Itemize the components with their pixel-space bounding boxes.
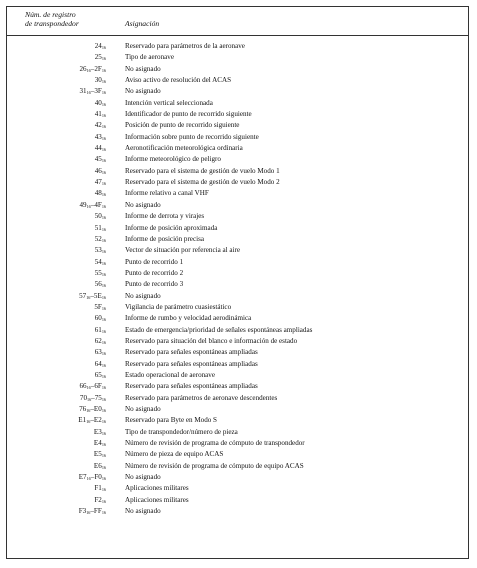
- table-row: [7, 438, 468, 449]
- table-row: [7, 381, 468, 392]
- register-code: [95, 75, 106, 86]
- register-code-start: 61: [94, 325, 102, 334]
- assignment-text: No asignado: [125, 405, 161, 413]
- table-row: [7, 86, 468, 97]
- register-code: [95, 268, 106, 279]
- assignment-text: Vector de situación por referencia al aire: [125, 246, 241, 255]
- hex-subscript: 16: [101, 419, 106, 425]
- register-code: [95, 359, 106, 370]
- hex-subscript: 16: [86, 419, 91, 425]
- register-code: [95, 257, 106, 268]
- hex-subscript: 16: [101, 56, 106, 62]
- table-row: [7, 427, 468, 438]
- register-code-start: 76: [79, 405, 87, 413]
- table-row: [7, 200, 468, 211]
- register-code-start: 26: [79, 64, 87, 73]
- register-code-start: 48: [94, 189, 102, 198]
- table-row: [7, 325, 468, 336]
- register-code: [79, 381, 106, 392]
- register-code-end: FF: [93, 507, 102, 516]
- hex-subscript: 16: [101, 487, 106, 493]
- range-separator: –: [90, 291, 94, 300]
- table-row: [7, 393, 468, 404]
- hex-subscript: 16: [101, 283, 106, 289]
- table-row: [7, 404, 468, 415]
- table-row: [7, 177, 468, 188]
- assignment-text: Información sobre punto de recorrido siguiente: [125, 132, 259, 141]
- assignment-text: Punto de recorrido 3: [125, 280, 184, 289]
- hex-subscript: 16: [86, 385, 91, 391]
- register-code: [94, 449, 106, 460]
- table-row: [7, 313, 468, 324]
- range-separator: –: [90, 405, 94, 413]
- hex-subscript: 16: [101, 317, 106, 323]
- hex-subscript: 16: [101, 203, 106, 209]
- register-code-start: 54: [94, 257, 102, 266]
- hex-subscript: 16: [101, 373, 106, 379]
- assignment-text: Número de revisión de programa de cómputo de transpondedor: [125, 439, 305, 448]
- hex-subscript: 16: [101, 158, 106, 164]
- register-code-start: F2: [94, 495, 102, 504]
- register-code-start: 70: [79, 393, 87, 402]
- register-code-start: 65: [94, 370, 102, 379]
- table-row: [7, 370, 468, 381]
- hex-subscript: 16: [101, 510, 106, 516]
- register-code-end: 6F: [94, 382, 102, 391]
- register-code-start: 55: [94, 268, 102, 277]
- register-code-end: E0: [93, 405, 102, 413]
- register-code: [94, 302, 106, 313]
- hex-subscript: 16: [101, 271, 106, 277]
- assignment-text: Informe relativo a canal VHF: [125, 189, 209, 198]
- header-register-line1: Núm. de registro: [25, 10, 76, 19]
- hex-subscript: 16: [101, 351, 106, 357]
- register-code-start: 60: [94, 314, 102, 323]
- register-code: [95, 143, 106, 154]
- header-assignment: Asignación: [125, 19, 160, 28]
- register-code-start: 45: [94, 155, 102, 164]
- register-code-start: 5F: [94, 302, 102, 311]
- assignment-text: Reservado para Byte en Modo S: [125, 416, 218, 425]
- hex-subscript: 16: [101, 396, 106, 402]
- hex-subscript: 16: [101, 464, 106, 470]
- register-code-end: 3F: [94, 87, 102, 96]
- register-code: [79, 404, 106, 415]
- assignment-text: Reservado para el sistema de gestión de vuelo Modo 2: [125, 178, 280, 187]
- register-code-start: 24: [94, 42, 102, 50]
- register-code: [95, 347, 106, 358]
- table-row: [7, 98, 468, 109]
- register-code-start: 47: [94, 178, 102, 187]
- register-code-end: E2: [93, 416, 102, 425]
- hex-subscript: 16: [101, 362, 106, 368]
- hex-subscript: 16: [86, 510, 91, 516]
- register-code: [79, 64, 106, 75]
- assignment-text: No asignado: [125, 507, 161, 516]
- hex-subscript: 16: [101, 260, 106, 266]
- table-header: [7, 7, 468, 36]
- assignment-text: No asignado: [125, 291, 161, 300]
- hex-subscript: 16: [101, 408, 106, 413]
- table-row: [7, 64, 468, 75]
- register-code: [80, 393, 106, 404]
- register-code-start: E6: [93, 461, 102, 470]
- table-row: [7, 291, 468, 302]
- assignment-text: No asignado: [125, 64, 161, 73]
- assignment-text: Informe de rumbo y velocidad aerodinámica: [125, 314, 252, 323]
- assignment-text: Punto de recorrido 1: [125, 257, 184, 266]
- range-separator: –: [90, 87, 95, 96]
- hex-subscript: 16: [101, 169, 106, 175]
- table-row: [7, 234, 468, 245]
- table-row: [7, 279, 468, 290]
- table-row: [7, 132, 468, 143]
- table-body: [7, 41, 468, 517]
- assignment-text: Punto de recorrido 2: [125, 268, 184, 277]
- register-code: [95, 166, 106, 177]
- assignment-text: Informe de derrota y virajes: [125, 212, 205, 221]
- hex-subscript: 16: [101, 237, 106, 243]
- register-code-start: 52: [94, 234, 102, 243]
- register-code: [79, 200, 106, 211]
- register-code-start: 31: [79, 87, 87, 96]
- register-code-start: 30: [94, 76, 102, 85]
- hex-subscript: 16: [101, 476, 106, 482]
- table-row: [7, 188, 468, 199]
- table-row: [7, 120, 468, 131]
- table-row: [7, 257, 468, 268]
- table-row: [7, 483, 468, 494]
- table-row: [7, 449, 468, 460]
- hex-subscript: 16: [101, 113, 106, 119]
- hex-subscript: 16: [101, 226, 106, 232]
- hex-subscript: 16: [101, 442, 106, 448]
- range-separator: –: [90, 416, 94, 425]
- hex-subscript: 16: [86, 476, 91, 482]
- register-code-start: F3: [78, 507, 87, 516]
- hex-subscript: 16: [101, 453, 106, 459]
- hex-subscript: 16: [101, 328, 106, 334]
- assignment-text: Informe de posición precisa: [125, 234, 204, 243]
- hex-subscript: 16: [101, 385, 106, 391]
- register-code-start: 50: [94, 212, 102, 221]
- register-code-start: 53: [94, 246, 102, 255]
- range-separator: –: [90, 507, 94, 516]
- hex-subscript: 16: [101, 135, 106, 141]
- table-row: [7, 75, 468, 86]
- register-code-start: 42: [94, 121, 102, 130]
- register-code-end: 2F: [94, 64, 102, 73]
- assignment-text: No asignado: [125, 473, 161, 482]
- assignment-text: Aplicaciones militares: [125, 484, 189, 493]
- hex-subscript: 16: [86, 67, 91, 73]
- table-row: [7, 472, 468, 483]
- header-register-line2: de transpondedor: [25, 19, 79, 28]
- register-code-end: 75: [94, 393, 102, 402]
- hex-subscript: 16: [101, 498, 106, 504]
- register-code-start: 66: [79, 382, 87, 391]
- table-row: [7, 211, 468, 222]
- hex-subscript: 16: [101, 101, 106, 107]
- register-code-start: F1: [94, 484, 102, 493]
- hex-subscript: 16: [101, 249, 106, 255]
- register-code-start: 25: [94, 53, 102, 62]
- table-row: [7, 336, 468, 347]
- register-code: [95, 109, 106, 120]
- hex-subscript: 16: [86, 203, 91, 209]
- assignment-text: Aplicaciones militares: [125, 495, 189, 504]
- register-code-end: F0: [94, 473, 102, 482]
- register-code: [79, 506, 106, 517]
- hex-subscript: 16: [86, 408, 91, 413]
- register-code: [95, 336, 106, 347]
- assignment-text: Intención vertical seleccionada: [125, 98, 213, 107]
- table-row: [7, 495, 468, 506]
- table-row: [7, 52, 468, 63]
- assignment-text: Estado de emergencia/prioridad de señales espontáneas ampliadas: [125, 325, 313, 334]
- hex-subscript: 16: [86, 294, 91, 300]
- register-code: [94, 461, 106, 472]
- register-code-start: 56: [94, 280, 102, 289]
- table-row: [7, 415, 468, 426]
- register-code: [94, 495, 106, 506]
- register-code-start: E3: [93, 427, 102, 436]
- register-code-start: E5: [93, 450, 102, 459]
- table-row: [7, 109, 468, 120]
- register-table: [6, 6, 469, 559]
- register-code: [78, 415, 106, 426]
- register-code-end: 4F: [94, 200, 102, 209]
- register-code: [94, 427, 106, 438]
- table-row: [7, 154, 468, 165]
- register-code-start: 40: [94, 98, 102, 107]
- table-row: [7, 347, 468, 358]
- table-row: [7, 223, 468, 234]
- assignment-text: Número de pieza de equipo ACAS: [125, 450, 224, 459]
- register-code: [95, 177, 106, 188]
- register-code-start: 64: [94, 359, 102, 368]
- hex-subscript: 16: [101, 45, 106, 50]
- hex-subscript: 16: [101, 305, 106, 311]
- assignment-text: Reservado para parámetros de la aeronave: [125, 42, 245, 50]
- hex-subscript: 16: [101, 430, 106, 436]
- register-code: [95, 41, 106, 52]
- table-row: [7, 302, 468, 313]
- register-code: [95, 120, 106, 131]
- hex-subscript: 16: [101, 90, 106, 96]
- table-row: [7, 506, 468, 517]
- header-register-number: [25, 10, 115, 28]
- hex-subscript: 16: [101, 294, 106, 300]
- table-row: [7, 143, 468, 154]
- register-code-start: E4: [93, 439, 102, 448]
- assignment-text: Reservado para señales espontáneas ampliadas: [125, 348, 258, 357]
- hex-subscript: 16: [101, 124, 106, 130]
- register-code: [79, 472, 106, 483]
- register-code: [95, 132, 106, 143]
- register-code-start: 44: [94, 144, 102, 153]
- register-code-end: 5E: [93, 291, 102, 300]
- assignment-text: Reservado para el sistema de gestión de vuelo Modo 1: [125, 166, 280, 175]
- assignment-text: Reservado para señales espontáneas ampliadas: [125, 382, 258, 391]
- register-code: [95, 234, 106, 245]
- register-code-start: E1: [78, 416, 87, 425]
- hex-subscript: 16: [101, 79, 106, 85]
- hex-subscript: 16: [101, 67, 106, 73]
- register-code: [95, 98, 106, 109]
- register-code-start: 62: [94, 336, 102, 345]
- register-code: [79, 86, 106, 97]
- assignment-text: Reservado para señales espontáneas ampliadas: [125, 359, 258, 368]
- register-code: [79, 291, 106, 302]
- register-code: [94, 438, 106, 449]
- assignment-text: Aeronotificación meteorológica ordinaria: [125, 144, 243, 153]
- assignment-text: Identificador de punto de recorrido siguiente: [125, 110, 252, 119]
- register-code: [95, 223, 106, 234]
- table-row: [7, 359, 468, 370]
- assignment-text: Aviso activo de resolución del ACAS: [125, 76, 232, 85]
- assignment-text: Informe de posición aproximada: [125, 223, 218, 232]
- hex-subscript: 16: [101, 215, 106, 221]
- register-code-start: 57: [79, 291, 87, 300]
- hex-subscript: 16: [101, 181, 106, 187]
- assignment-text: Reservado para situación del blanco e información de estado: [125, 336, 298, 345]
- assignment-text: Vigilancia de parámetro cuasiestático: [125, 302, 232, 311]
- register-code-start: 63: [94, 348, 102, 357]
- assignment-text: Posición de punto de recorrido siguiente: [125, 121, 240, 130]
- register-code: [95, 52, 106, 63]
- hex-subscript: 16: [86, 90, 91, 96]
- register-code: [95, 188, 106, 199]
- assignment-text: Tipo de transpondedor/número de pieza: [125, 427, 238, 436]
- assignment-text: Tipo de aeronave: [125, 53, 174, 62]
- table-row: [7, 41, 468, 52]
- hex-subscript: 16: [101, 147, 106, 153]
- table-row: [7, 245, 468, 256]
- range-separator: –: [91, 393, 95, 402]
- range-separator: –: [90, 473, 95, 482]
- hex-subscript: 16: [101, 339, 106, 345]
- register-code: [95, 325, 106, 336]
- table-row: [7, 166, 468, 177]
- register-code: [95, 154, 106, 165]
- assignment-text: Número de revisión de programa de cómputo de equipo ACAS: [125, 461, 304, 470]
- register-code: [95, 370, 106, 381]
- hex-subscript: 16: [101, 192, 106, 198]
- register-code-start: 43: [94, 132, 102, 141]
- table-row: [7, 461, 468, 472]
- assignment-text: Estado operacional de aeronave: [125, 370, 216, 379]
- register-code-start: 51: [94, 223, 102, 232]
- assignment-text: Informe meteorológico de peligro: [125, 155, 221, 164]
- register-code: [95, 313, 106, 324]
- range-separator: –: [90, 64, 95, 73]
- register-code-start: 46: [94, 166, 102, 175]
- assignment-text: No asignado: [125, 200, 161, 209]
- assignment-text: Reservado para parámetros de aeronave descendentes: [125, 393, 278, 402]
- register-code: [95, 245, 106, 256]
- table-row: [7, 268, 468, 279]
- register-code: [95, 279, 106, 290]
- register-code-start: 49: [79, 200, 87, 209]
- register-code: [94, 483, 106, 494]
- register-code-start: 41: [94, 110, 102, 119]
- register-code: [95, 211, 106, 222]
- assignment-text: No asignado: [125, 87, 161, 96]
- range-separator: –: [90, 200, 95, 209]
- range-separator: –: [90, 382, 95, 391]
- register-code-start: E7: [78, 473, 87, 482]
- hex-subscript: 16: [86, 396, 92, 402]
